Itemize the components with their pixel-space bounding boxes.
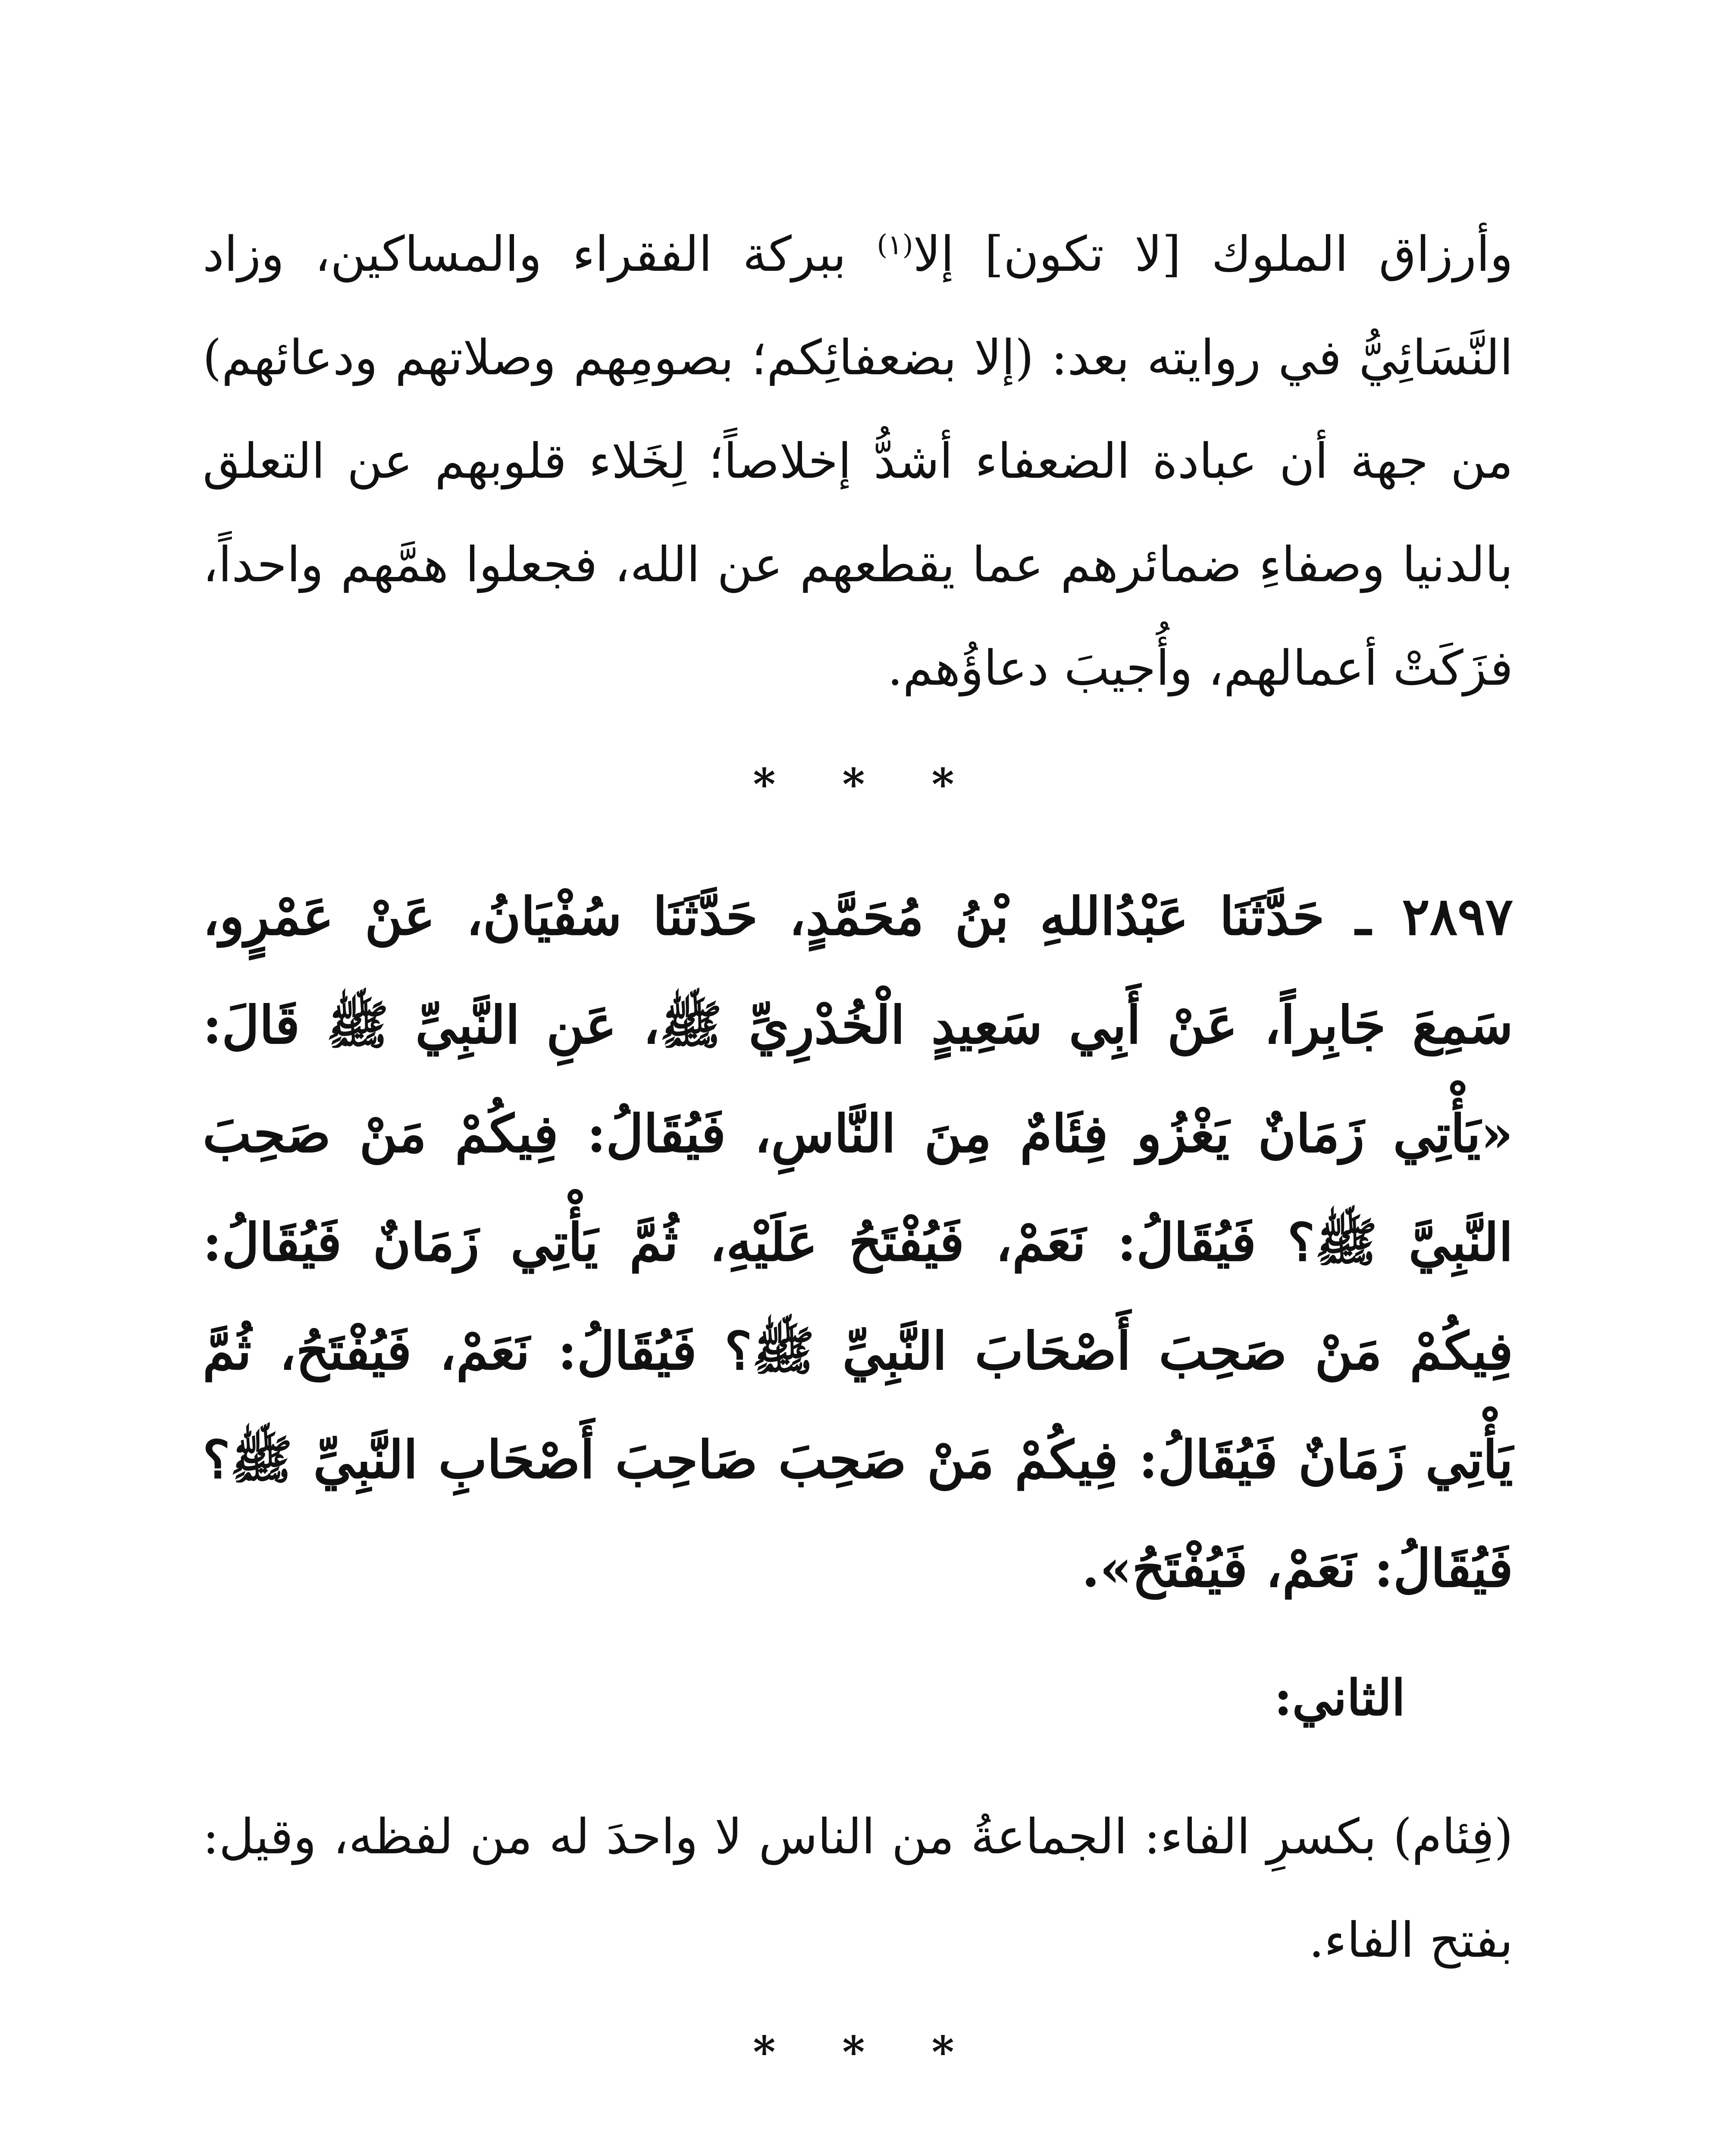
paragraph-explanation: (فِئام) بكسرِ الفاء: الجماعةُ من الناس لا واحدَ له من لفظه، وقيل: بفتح الفاء. [203,1809,1513,1968]
hadith-text: ٢٨٩٧ ـ حَدَّثَنَا عَبْدُاللهِ بْنُ مُحَمَّدٍ، حَدَّثَنَا سُفْيَانُ، عَنْ عَمْرٍو، سَمِعَ جَابِراً، عَنْ أَبِي سَعِيدٍ الْخُدْرِيِّ ﷺ، عَنِ النَّبِيِّ ﷺ قَالَ: «يَأْتِي زَمَانٌ يَغْزُو فِئَامٌ مِنَ النَّاسِ، فَيُقَالُ: فِيكُمْ مَنْ صَحِبَ النَّبِيَّ ﷺ؟ فَيُقَالُ: نَعَمْ، فَيُفْتَحُ عَلَيْهِ، ثُمَّ يَأْتِي زَمَانٌ فَيُقَالُ: فِيكُمْ مَنْ صَحِبَ أَصْحَابَ النَّبِيِّ ﷺ؟ فَيُقَالُ: نَعَمْ، فَيُفْتَحُ، ثُمَّ يَأْتِي زَمَانٌ فَيُقَالُ: فِيكُمْ مَنْ صَحِبَ صَاحِبَ أَصْحَابِ النَّبِيِّ ﷺ؟ فَيُقَالُ: نَعَمْ، فَيُفْتَحُ». [203,886,1513,1599]
section-heading: الثاني: [1274,1669,1405,1727]
paragraph-text-a: وأرزاق الملوك [لا تكون] إلا [913,226,1513,282]
paragraph-commentary [203,203,1513,720]
footnote-marker: (١) [877,229,913,261]
section-separator: * * * [753,759,980,810]
paragraph-text-b: ببركة الفقراء والمساكين، وزاد النَّسَائِيُّ في روايته بعد: (إلا بضعفائِكم؛ بصومِهم وصلاتهم ودعائهم) من جهة أن عبادة الضعفاء أشدُّ إخلاصاً؛ لِخَلاء قلوبهم عن التعلق بالدنيا وصفاءِ ضمائرهم عما يقطعهم عن الله، فجعلوا همَّهم واحداً، فزَكَتْ أعمالهم، وأُجيبَ دعاؤُهم. [203,226,1513,696]
section-separator-2: * * * [753,2027,980,2078]
